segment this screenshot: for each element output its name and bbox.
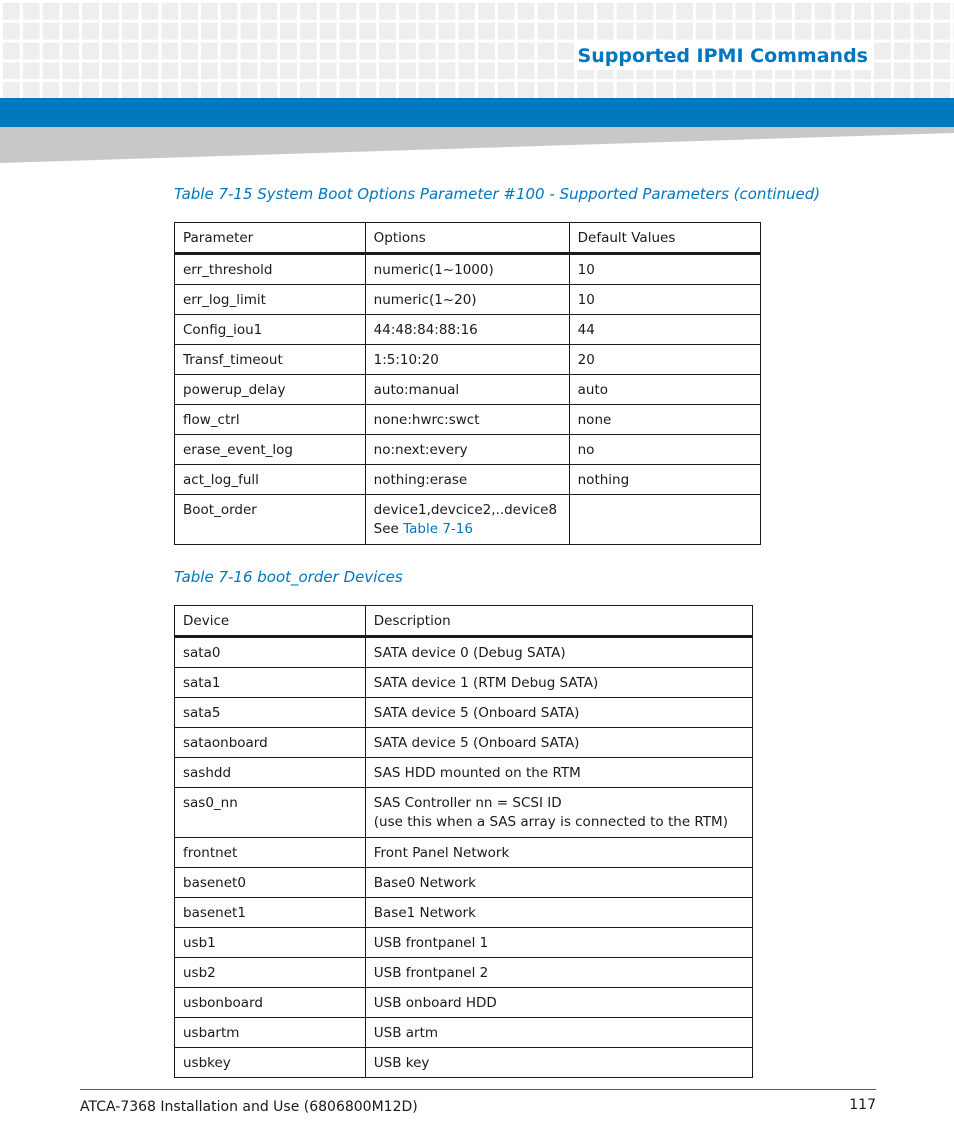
table-cell: powerup_delay xyxy=(175,375,366,405)
description-line: SATA device 5 (Onboard SATA) xyxy=(373,735,580,751)
table-cell: Boot_order xyxy=(175,495,366,545)
table-row xyxy=(175,958,753,988)
table-7-15 xyxy=(174,222,761,545)
description-cell xyxy=(365,838,752,868)
column-header: Default Values xyxy=(569,223,760,254)
description-line: SATA device 1 (RTM Debug SATA) xyxy=(373,675,599,691)
table-cell xyxy=(365,495,569,545)
page-title: Supported IPMI Commands xyxy=(574,42,872,70)
device-cell: sashdd xyxy=(175,758,366,788)
device-cell: usbonboard xyxy=(175,988,366,1018)
description-cell xyxy=(365,1018,752,1048)
table-cell: numeric(1~20) xyxy=(365,285,569,315)
table-row xyxy=(175,405,761,435)
description-line: SAS Controller nn = SCSI ID xyxy=(373,795,562,811)
description-cell xyxy=(365,928,752,958)
description-cell xyxy=(365,868,752,898)
device-cell: basenet1 xyxy=(175,898,366,928)
description-cell xyxy=(365,758,752,788)
table-cell: numeric(1~1000) xyxy=(365,254,569,285)
table-row xyxy=(175,988,753,1018)
boot-order-options: device1,devcice2,..device8 xyxy=(373,502,558,518)
description-line: USB onboard HDD xyxy=(373,995,497,1011)
table-cell: 10 xyxy=(569,254,760,285)
table-cell: erase_event_log xyxy=(175,435,366,465)
device-cell: usb1 xyxy=(175,928,366,958)
description-line: USB frontpanel 1 xyxy=(373,935,489,951)
table-row xyxy=(175,315,761,345)
description-cell xyxy=(365,788,752,838)
description-cell xyxy=(365,728,752,758)
column-header: Device xyxy=(175,606,366,637)
column-header: Options xyxy=(365,223,569,254)
device-cell: sataonboard xyxy=(175,728,366,758)
description-cell xyxy=(365,637,752,668)
table-row xyxy=(175,698,753,728)
description-line: Base1 Network xyxy=(373,905,476,921)
table-header-row xyxy=(175,606,753,637)
table-row xyxy=(175,465,761,495)
table-cell: 44:48:84:88:16 xyxy=(365,315,569,345)
table-row xyxy=(175,375,761,405)
device-cell: sas0_nn xyxy=(175,788,366,838)
device-cell: usbkey xyxy=(175,1048,366,1078)
description-cell xyxy=(365,698,752,728)
page-number: 117 xyxy=(849,1097,876,1113)
header-swoosh xyxy=(0,127,954,163)
footer-document-title: ATCA-7368 Installation and Use (6806800M12D) xyxy=(80,1099,418,1115)
table-row xyxy=(175,637,753,668)
description-line: Base0 Network xyxy=(373,875,476,891)
footer-rule xyxy=(80,1089,876,1090)
header-band xyxy=(0,98,954,127)
table-cell: auto xyxy=(569,375,760,405)
column-header: Parameter xyxy=(175,223,366,254)
table-row xyxy=(175,928,753,958)
table-row xyxy=(175,788,753,838)
table-cell: 44 xyxy=(569,315,760,345)
description-cell xyxy=(365,668,752,698)
description-line: (use this when a SAS array is connected to the RTM) xyxy=(373,814,728,830)
device-cell: sata0 xyxy=(175,637,366,668)
table-cell: none xyxy=(569,405,760,435)
table-row xyxy=(175,868,753,898)
table-cell: nothing:erase xyxy=(365,465,569,495)
description-line: USB artm xyxy=(373,1025,439,1041)
table-row xyxy=(175,838,753,868)
table-cell: flow_ctrl xyxy=(175,405,366,435)
table-7-15-caption: Table 7-15 System Boot Options Parameter #100 - Supported Parameters (continued) xyxy=(174,185,821,203)
table-7-16-link[interactable]: Table 7-16 xyxy=(403,521,473,537)
table-7-16-caption: Table 7-16 boot_order Devices xyxy=(174,568,403,586)
device-cell: basenet0 xyxy=(175,868,366,898)
device-cell: sata5 xyxy=(175,698,366,728)
description-line: Front Panel Network xyxy=(373,845,510,861)
table-cell: 1:5:10:20 xyxy=(365,345,569,375)
table-row xyxy=(175,1018,753,1048)
description-line: SAS HDD mounted on the RTM xyxy=(373,765,581,781)
table-cell: err_threshold xyxy=(175,254,366,285)
table-cell: auto:manual xyxy=(365,375,569,405)
device-cell: usb2 xyxy=(175,958,366,988)
table-cell: 20 xyxy=(569,345,760,375)
table-cell: no:next:every xyxy=(365,435,569,465)
description-line: SATA device 0 (Debug SATA) xyxy=(373,645,566,661)
table-row xyxy=(175,898,753,928)
table-row xyxy=(175,254,761,285)
description-cell xyxy=(365,958,752,988)
table-row xyxy=(175,758,753,788)
table-cell: none:hwrc:swct xyxy=(365,405,569,435)
description-line: USB key xyxy=(373,1055,430,1071)
device-cell: frontnet xyxy=(175,838,366,868)
column-header: Description xyxy=(365,606,752,637)
table-row xyxy=(175,1048,753,1078)
table-cell: nothing xyxy=(569,465,760,495)
table-cell: act_log_full xyxy=(175,465,366,495)
table-cell xyxy=(569,495,760,545)
description-cell xyxy=(365,1048,752,1078)
description-line: USB frontpanel 2 xyxy=(373,965,489,981)
table-row xyxy=(175,435,761,465)
description-cell xyxy=(365,988,752,1018)
table-cell: no xyxy=(569,435,760,465)
table-row xyxy=(175,345,761,375)
table-7-16 xyxy=(174,605,753,1078)
description-cell xyxy=(365,898,752,928)
table-cell: err_log_limit xyxy=(175,285,366,315)
device-cell: sata1 xyxy=(175,668,366,698)
table-row xyxy=(175,728,753,758)
table-row-boot-order xyxy=(175,495,761,545)
table-header-row xyxy=(175,223,761,254)
description-line: SATA device 5 (Onboard SATA) xyxy=(373,705,580,721)
device-cell: usbartm xyxy=(175,1018,366,1048)
table-cell: Config_iou1 xyxy=(175,315,366,345)
table-cell: 10 xyxy=(569,285,760,315)
see-text: See xyxy=(373,521,404,537)
table-row xyxy=(175,668,753,698)
table-cell: Transf_timeout xyxy=(175,345,366,375)
table-row xyxy=(175,285,761,315)
